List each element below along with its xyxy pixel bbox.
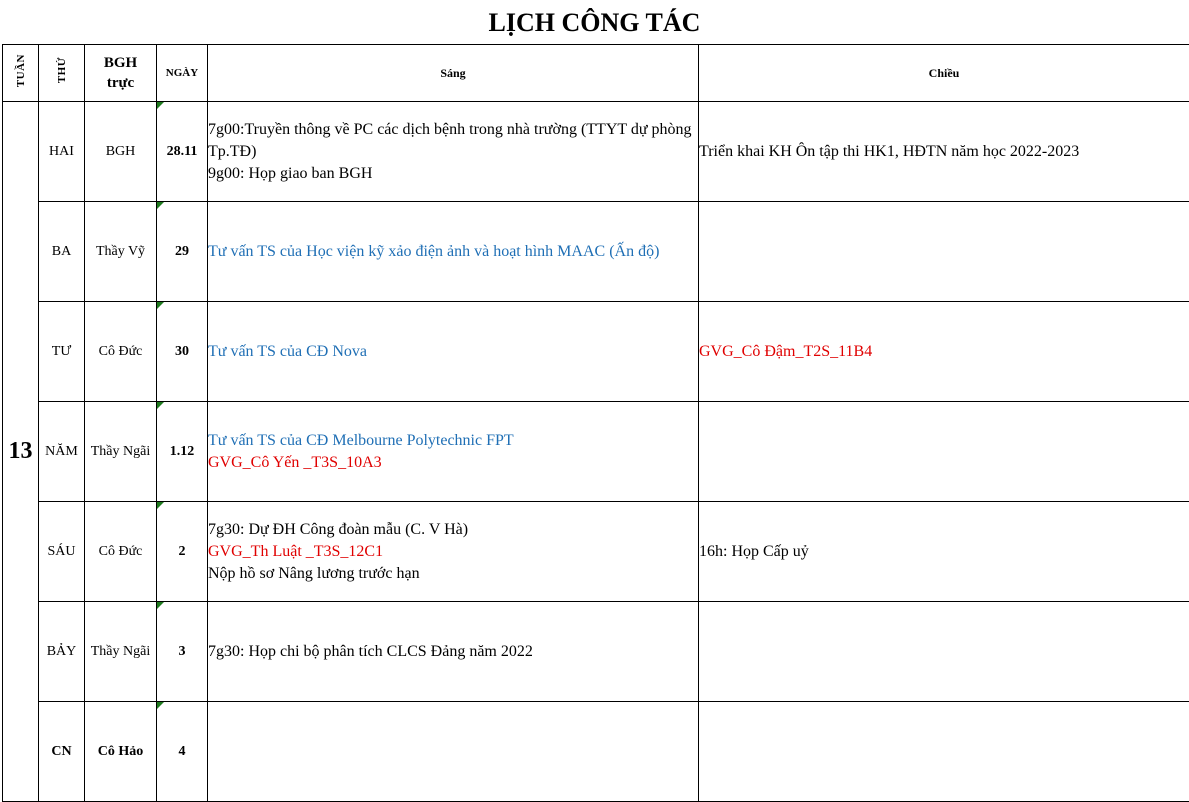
day-cell: SÁU	[39, 502, 85, 602]
schedule-table	[2, 44, 1189, 802]
afternoon-cell	[699, 702, 1189, 802]
week-header-label: TUẦN	[14, 53, 27, 88]
morning-cell	[208, 202, 699, 302]
day-cell: CN	[39, 702, 85, 802]
table-row	[3, 602, 1189, 702]
duty-cell: Thầy Ngãi	[85, 602, 157, 702]
activity-line: Tư vấn TS của Học viện kỹ xảo điện ảnh và hoạt hình MAAC (Ấn độ)	[208, 242, 660, 260]
morning-cell	[208, 102, 699, 202]
day-cell: BA	[39, 202, 85, 302]
table-row	[3, 102, 1189, 202]
afternoon-header: Chiều	[699, 45, 1189, 102]
table-row	[3, 402, 1189, 502]
date-cell: 4	[157, 702, 208, 802]
duty-header-label: BGH trực	[103, 55, 138, 91]
duty-header	[85, 45, 157, 102]
duty-cell: Thầy Ngãi	[85, 402, 157, 502]
day-header-label: THỨ	[55, 57, 68, 84]
week-number: 13	[3, 102, 39, 802]
duty-cell: BGH	[85, 102, 157, 202]
date-cell: 29	[157, 202, 208, 302]
morning-cell	[208, 302, 699, 402]
date-cell: 3	[157, 602, 208, 702]
page-title: LỊCH CÔNG TÁC	[488, 8, 701, 37]
duty-cell: Thầy Vỹ	[85, 202, 157, 302]
afternoon-cell	[699, 602, 1189, 702]
date-cell: 28.11	[157, 102, 208, 202]
morning-header: Sáng	[208, 45, 699, 102]
morning-cell	[208, 402, 699, 502]
activity-line: Tư vấn TS của CĐ Nova	[208, 342, 368, 360]
activity-line: 7g30: Họp chi bộ phân tích CLCS Đảng năm 2022	[208, 642, 533, 660]
day-cell: BẢY	[39, 602, 85, 702]
activity-line: Nộp hồ sơ Nâng lương trước hạn	[208, 564, 420, 582]
afternoon-cell	[699, 102, 1189, 202]
morning-cell	[208, 702, 699, 802]
duty-cell: Cô Hảo	[85, 702, 157, 802]
afternoon-cell	[699, 302, 1189, 402]
activity-line: GVG_Cô Yến _T3S_10A3	[208, 453, 382, 471]
activity-line: 7g30: Dự ĐH Công đoàn mẫu (C. V Hà)	[208, 520, 469, 538]
date-cell: 1.12	[157, 402, 208, 502]
day-cell: HAI	[39, 102, 85, 202]
table-row	[3, 502, 1189, 602]
activity-line: Triển khai KH Ôn tập thi HK1, HĐTN năm học 2022-2023	[699, 142, 1080, 160]
morning-cell	[208, 602, 699, 702]
table-row	[3, 202, 1189, 302]
activity-line: GVG_Cô Đậm_T2S_11B4	[699, 342, 873, 360]
activity-line: GVG_Th Luật _T3S_12C1	[208, 542, 384, 560]
date-cell: 30	[157, 302, 208, 402]
afternoon-cell	[699, 502, 1189, 602]
morning-cell	[208, 502, 699, 602]
day-cell: NĂM	[39, 402, 85, 502]
table-row	[3, 302, 1189, 402]
activity-line: Tư vấn TS của CĐ Melbourne Polytechnic FPT	[208, 431, 514, 449]
schedule-body	[3, 102, 1189, 802]
activity-line: 9g00: Họp giao ban BGH	[208, 164, 373, 182]
date-header: NGÀY	[157, 45, 208, 102]
duty-cell: Cô Đức	[85, 302, 157, 402]
activity-line: 16h: Họp Cấp uỷ	[699, 542, 809, 560]
day-header	[39, 45, 85, 102]
afternoon-cell	[699, 202, 1189, 302]
day-cell: TƯ	[39, 302, 85, 402]
header-row	[3, 45, 1189, 102]
table-row	[3, 702, 1189, 802]
activity-line: 7g00:Truyền thông về PC các dịch bệnh trong nhà trường (TTYT dự phòng Tp.TĐ)	[208, 120, 692, 160]
week-header	[3, 45, 39, 102]
date-cell: 2	[157, 502, 208, 602]
duty-cell: Cô Đức	[85, 502, 157, 602]
afternoon-cell	[699, 402, 1189, 502]
